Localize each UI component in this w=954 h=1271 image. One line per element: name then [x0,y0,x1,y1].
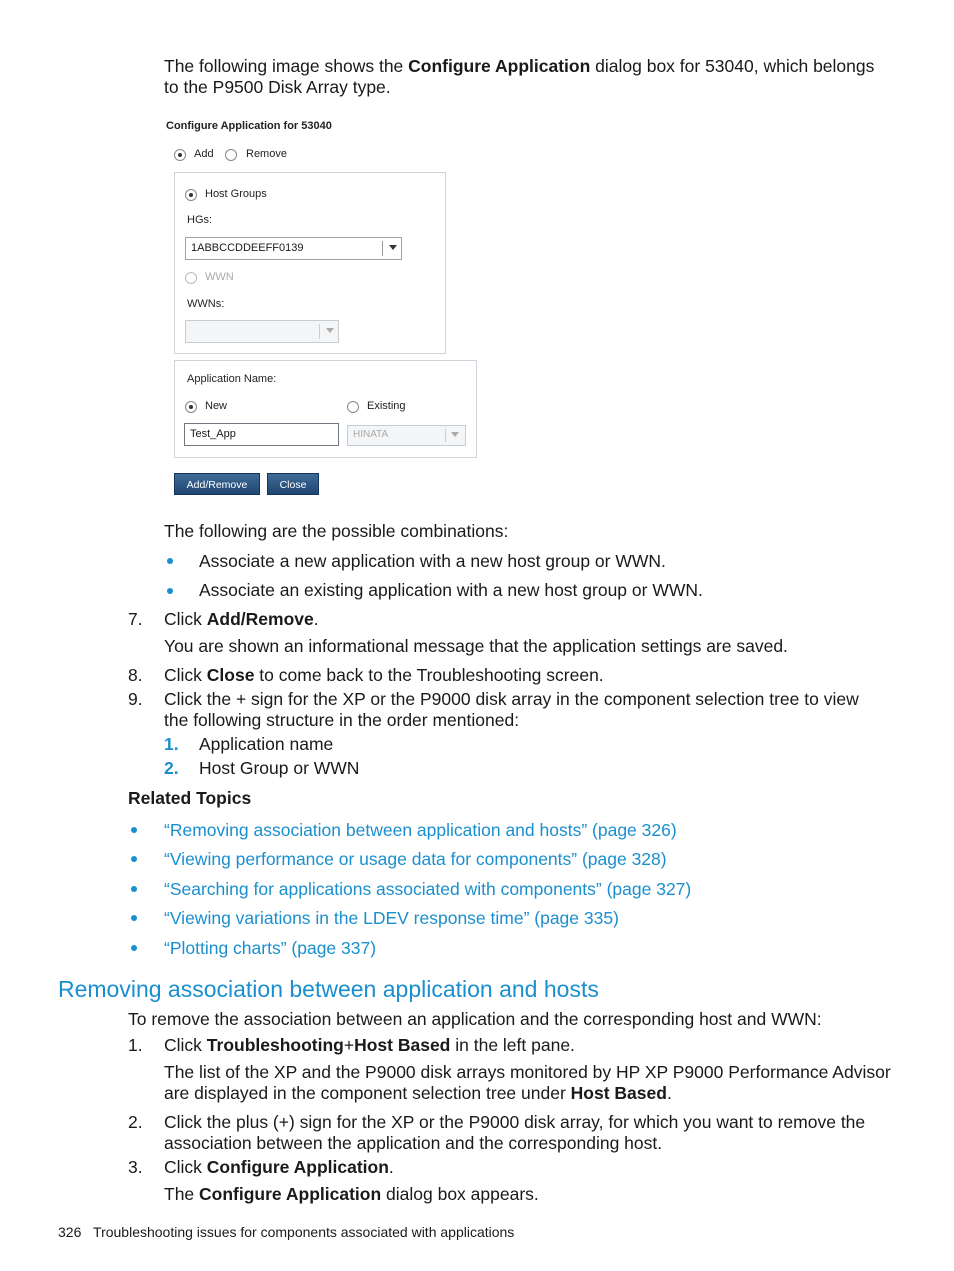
host-groups-label: Host Groups [205,188,267,200]
chevron-down-icon [451,432,459,437]
section-heading: Removing association between application and hosts [58,976,599,1002]
hgs-select[interactable] [185,237,402,260]
application-name-label: Application Name: [187,373,277,385]
new-radio[interactable] [185,401,197,413]
remove-radio[interactable] [225,149,237,161]
related-link-ldev-response-time[interactable]: “Viewing variations in the LDEV response time” (page 335) [164,908,619,928]
wwns-select[interactable] [185,320,339,343]
dialog-title: Configure Application for 53040 [166,120,332,132]
page-number: 326 [58,1224,82,1240]
combinations-intro: The following are the possible combinations: [164,521,509,541]
chevron-down-icon [389,245,397,250]
chevron-down-icon [326,328,334,333]
substep-1: Application name [199,734,334,754]
existing-radio-label: Existing [367,400,406,412]
hgs-label: HGs: [187,214,213,226]
step-number: 2. [128,1112,143,1132]
application-name-value: Test_App [190,428,236,440]
section-step-1-detail-1: The list of the XP and the P9000 disk arrays monitored by HP XP P9000 Performance Advisor [164,1062,891,1082]
section-intro: To remove the association between an application and the corresponding host and WWN: [128,1009,822,1029]
wwns-label: WWNs: [187,298,225,310]
add-remove-button[interactable]: Add/Remove [174,473,260,495]
add-radio[interactable] [174,149,186,161]
remove-radio-label: Remove [246,148,287,160]
step-7: Click Add/Remove. [164,609,319,629]
step-9-line-2: the following structure in the order mentioned: [164,710,520,730]
page-footer [58,1223,514,1241]
related-link-removing-association[interactable]: “Removing association between application and hosts” (page 326) [164,820,677,840]
section-step-2-line-2: association between the application and the corresponding host. [164,1133,663,1153]
step-number: 3. [128,1157,143,1177]
intro-line-2: to the P9500 Disk Array type. [164,77,391,97]
step-number: 1. [128,1035,143,1055]
bullet-icon [131,827,137,833]
step-number: 7. [128,609,143,629]
section-step-2-line-1: Click the plus (+) sign for the XP or the P9000 disk array, for which you want to remove the [164,1112,866,1132]
section-step-1-detail-2: are displayed in the component selection tree under Host Based. [164,1083,672,1103]
wwn-radio[interactable] [185,272,197,284]
bullet-icon [131,856,137,862]
bullet-icon [131,945,137,951]
existing-select[interactable] [347,425,466,446]
application-name-input[interactable] [184,423,339,446]
combination-item: Associate a new application with a new host group or WWN. [199,551,666,571]
combination-item: Associate an existing application with a new host group or WWN. [199,580,703,600]
bullet-icon [131,915,137,921]
section-step-3-result: The Configure Application dialog box appears. [164,1184,539,1204]
step-8: Click Close to come back to the Troubleshooting screen. [164,665,604,685]
footer-title: Troubleshooting issues for components associated with applications [93,1224,515,1240]
related-link-plotting-charts[interactable]: “Plotting charts” (page 337) [164,938,377,958]
close-button[interactable]: Close [267,473,319,495]
substep-2: Host Group or WWN [199,758,360,778]
bullet-icon [167,558,173,564]
related-link-searching-applications[interactable]: “Searching for applications associated with components” (page 327) [164,879,692,899]
host-groups-radio[interactable] [185,189,197,201]
step-number: 8. [128,665,143,685]
bullet-icon [167,588,173,594]
existing-select-value: HINATA [353,429,389,440]
intro-line-1: The following image shows the Configure Application dialog box for 53040, which belongs [164,56,875,76]
step-9-line-1: Click the + sign for the XP or the P9000 disk array in the component selection tree to view [164,689,859,709]
wwn-label: WWN [205,271,234,283]
related-topics-heading: Related Topics [128,788,252,808]
new-radio-label: New [205,400,228,412]
section-step-3: Click Configure Application. [164,1157,394,1177]
section-step-1: Click Troubleshooting+Host Based in the left pane. [164,1035,575,1055]
related-link-viewing-performance[interactable]: “Viewing performance or usage data for components” (page 328) [164,849,667,869]
substep-number: 1. [164,734,179,754]
bullet-icon [131,886,137,892]
hgs-select-value: 1ABBCCDDEEFF0139 [191,242,304,254]
substep-number: 2. [164,758,179,778]
step-number: 9. [128,689,143,709]
add-radio-label: Add [194,148,214,160]
step-7-result: You are shown an informational message that the application settings are saved. [164,636,788,656]
existing-radio[interactable] [347,401,359,413]
